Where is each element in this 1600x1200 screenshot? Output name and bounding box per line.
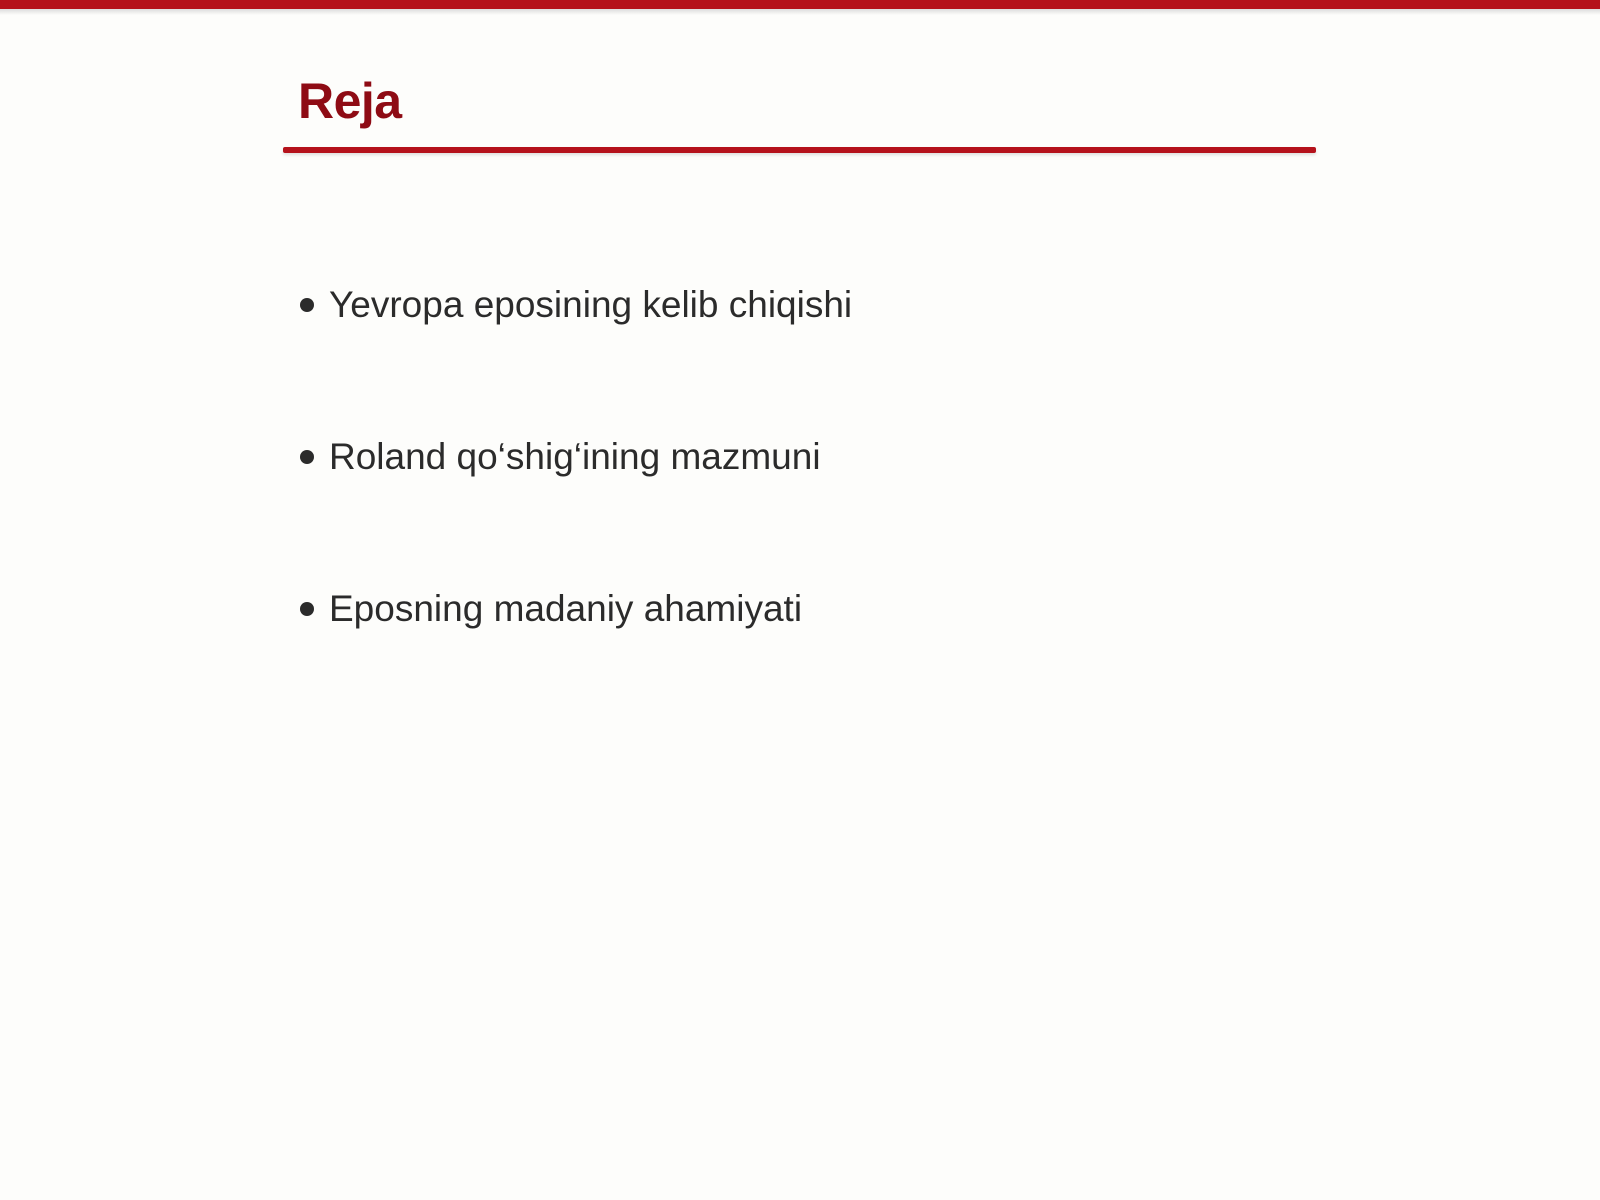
title-underline (283, 147, 1316, 153)
bullet-list (300, 280, 852, 736)
bullet-item (300, 584, 852, 634)
bullet-text: Roland qo‘shig‘ining mazmuni (329, 436, 821, 477)
bullet-item (300, 280, 852, 330)
bullet-text: Yevropa eposining kelib chiqishi (329, 284, 853, 325)
bullet-item (300, 432, 852, 482)
slide-title: Reja (298, 73, 402, 129)
top-bar-shadow (0, 9, 1600, 15)
bullet-dot-icon (300, 602, 314, 616)
bullet-text: Eposning madaniy ahamiyati (329, 588, 803, 629)
top-accent-bar (0, 0, 1600, 9)
bullet-dot-icon (300, 298, 314, 312)
bullet-dot-icon (300, 450, 314, 464)
